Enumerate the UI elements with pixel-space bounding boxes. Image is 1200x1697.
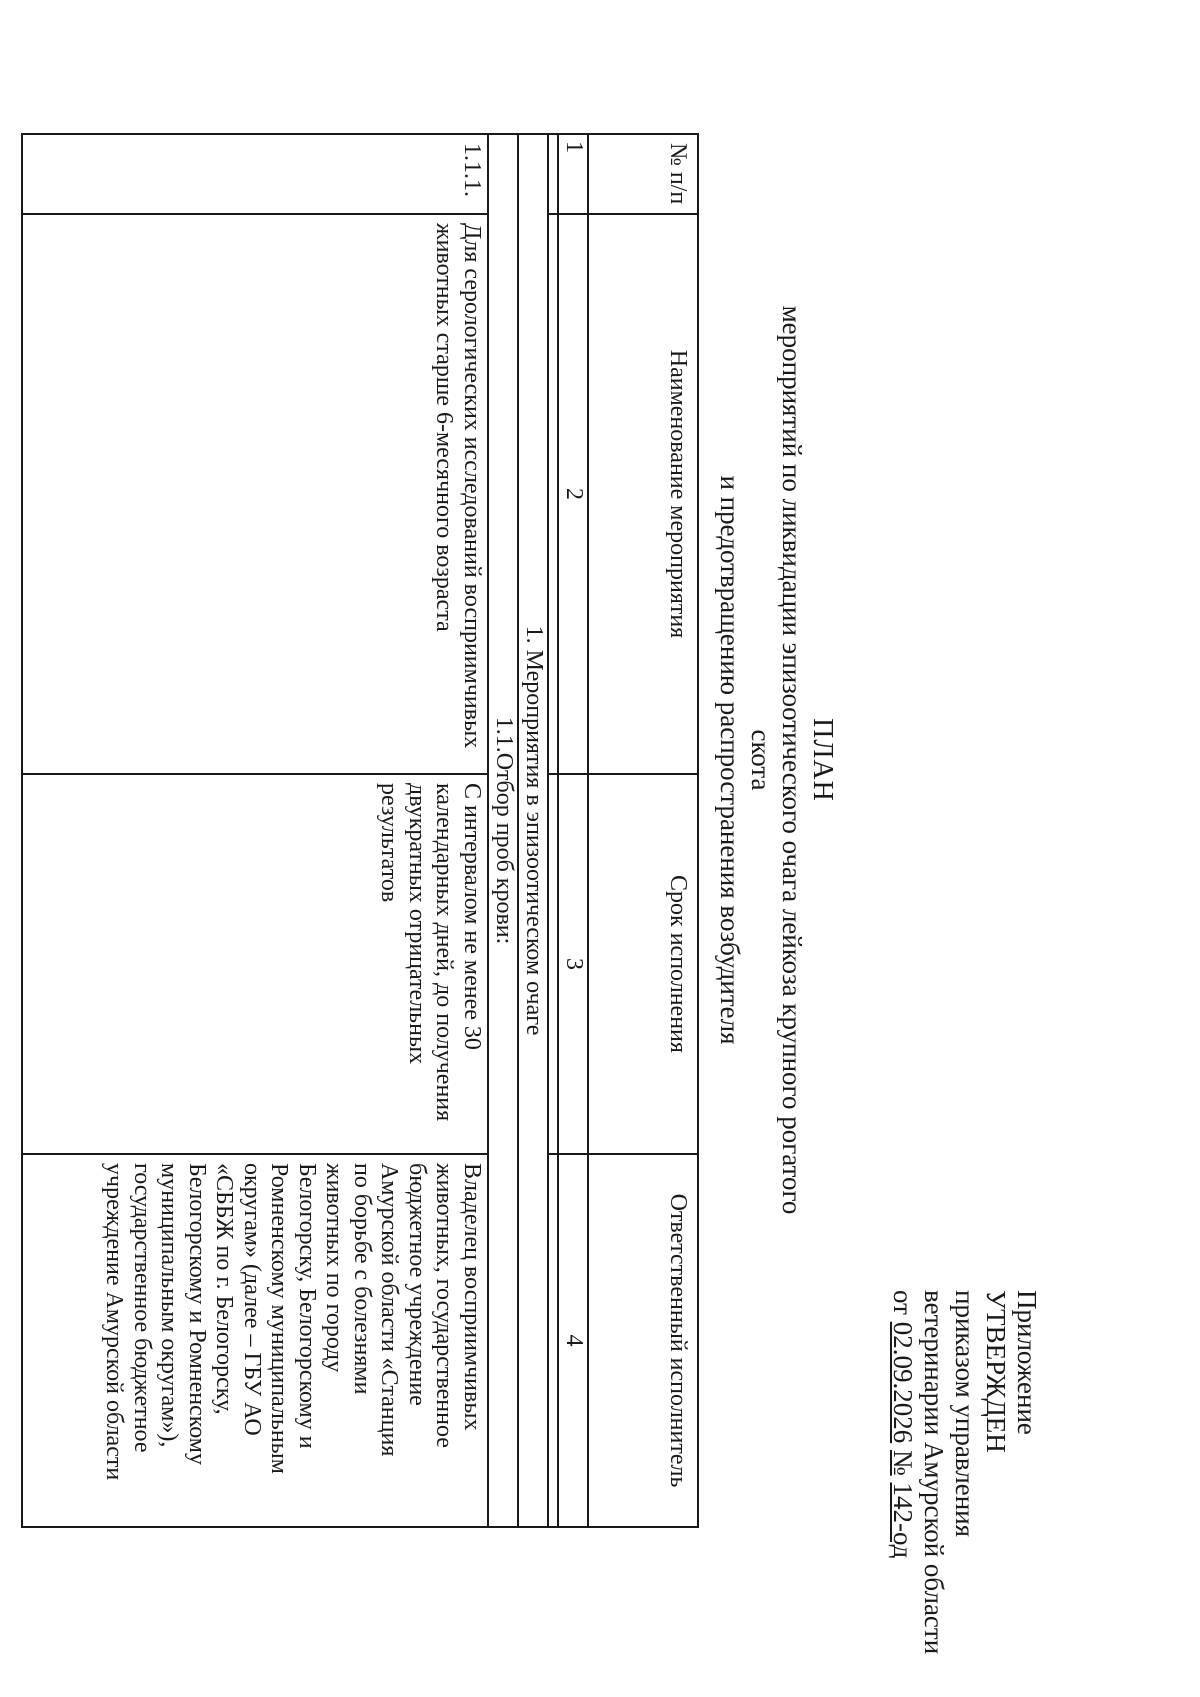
row-number: 1.1.1.	[22, 134, 488, 214]
subsection-title: 1.1.Отбор проб крови:	[488, 134, 518, 1527]
plan-table	[21, 133, 699, 1528]
table-row	[22, 134, 488, 1527]
approval-appendix: Приложение	[1012, 1290, 1042, 1435]
row-responsible-line: государственное бюджетное	[129, 1163, 155, 1453]
column-number-2: 2	[558, 214, 588, 774]
row-responsible-line: животных по городу	[321, 1163, 348, 1373]
column-number-4: 4	[558, 1154, 588, 1527]
row-responsible-line: «СББЖ по г. Белогорску,	[211, 1163, 238, 1415]
row-responsible-line: Амурской области «Станция	[376, 1163, 403, 1457]
title-plan: ПЛАН	[807, 718, 838, 802]
row-responsible-line: бюджетное учреждение	[404, 1163, 430, 1406]
row-term-line: календарных дней, до получения	[431, 783, 458, 1122]
row-responsible-line: учреждение Амурской области	[101, 1163, 128, 1481]
row-responsible-line: округам» (далее – ГБУ АО	[239, 1163, 265, 1436]
column-number-row	[558, 134, 588, 1527]
approval-block	[887, 1290, 1042, 1654]
row-responsible	[22, 1154, 488, 1527]
column-number-1: 1	[558, 134, 588, 214]
approval-date-prefix: от	[888, 1290, 918, 1315]
row-responsible-line: муниципальным округам»),	[156, 1163, 183, 1448]
approval-number: 142-од	[888, 1482, 918, 1559]
row-term-line: результатов	[376, 783, 403, 903]
row-term	[22, 774, 488, 1154]
row-responsible-line: животных, государственное	[431, 1163, 458, 1448]
approval-number-prefix: №	[888, 1449, 918, 1476]
row-name	[22, 214, 488, 774]
row-responsible-line: Белогорску, Белогорскому и	[294, 1163, 320, 1449]
blank-row	[548, 134, 558, 1527]
row-responsible-line: Белогорскому и Ромненскому	[184, 1163, 210, 1465]
title-line-2: и предотвращению распространения возбудителя	[715, 475, 745, 1045]
approval-date-line	[887, 1290, 918, 1654]
header-name: Наименование мероприятия	[588, 214, 698, 774]
header-number: № п/п	[588, 134, 698, 214]
row-responsible-line: Владелец восприимчивых	[459, 1163, 485, 1431]
row-responsible-line: Ромненскому муниципальным	[266, 1163, 293, 1474]
column-number-3: 3	[558, 774, 588, 1154]
approval-order: приказом управления	[950, 1290, 980, 1538]
row-responsible-line: по борьбе с болезнями	[349, 1163, 375, 1395]
approval-date: 02.09.2026	[888, 1321, 918, 1444]
approval-department: ветеринарии Амурской области	[919, 1290, 949, 1655]
header-responsible: Ответственный исполнитель	[588, 1154, 698, 1527]
title-line-1: мероприятий по ликвидации эпизоотического очага лейкоза крупного рогатого скота	[746, 305, 807, 1215]
subsection-row	[488, 134, 518, 1527]
header-term: Срок исполнения	[588, 774, 698, 1154]
table-header-row	[588, 134, 698, 1527]
section-row	[518, 134, 548, 1527]
row-term-line: двукратных отрицательных	[404, 783, 430, 1065]
section-title: 1. Мероприятия в эпизоотическом очаге	[518, 134, 548, 1527]
row-name-line: Для серологических исследований восприимчивых	[459, 223, 485, 749]
row-term-line: С интервалом не менее 30	[459, 783, 485, 1050]
row-name-line: животных старше 6-месячного возраста	[431, 223, 458, 632]
document-title	[714, 300, 838, 1220]
approval-approved: УТВЕРЖДЕН	[981, 1290, 1011, 1453]
